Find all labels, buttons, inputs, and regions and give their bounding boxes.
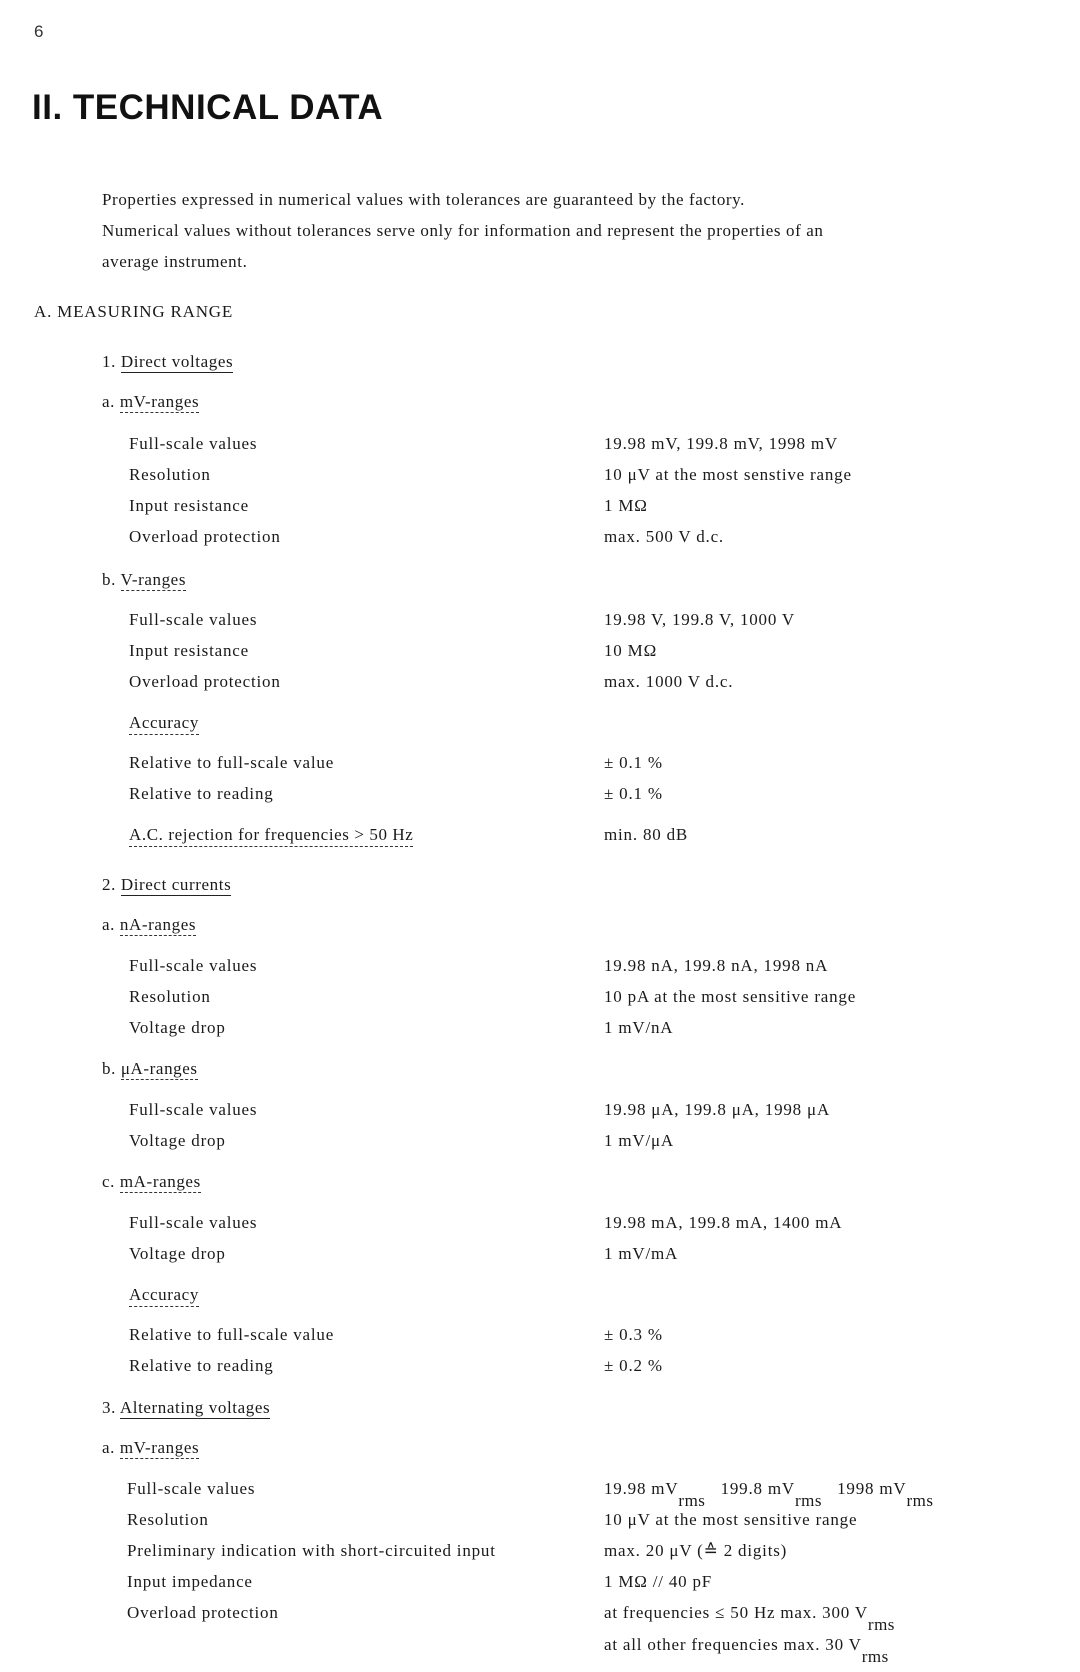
spec-value: 19.98 μA, 199.8 μA, 1998 μA (604, 1100, 831, 1119)
spec-value: 19.98 nA, 199.8 nA, 1998 nA (604, 956, 829, 975)
value-part: at frequencies ≤ 50 Hz max. 300 V (604, 1603, 868, 1622)
spec-value: max. 1000 V d.c. (604, 672, 734, 691)
range-letter: b. (102, 570, 116, 589)
spec-value: 19.98 mA, 199.8 mA, 1400 mA (604, 1213, 843, 1232)
ac-rejection-value: min. 80 dB (604, 825, 689, 844)
spec-value: 10 μV at the most senstive range (604, 465, 852, 484)
value-part: at all other frequencies max. 30 V (604, 1635, 862, 1654)
spec-value: 10 μV at the most sensitive range (604, 1510, 858, 1529)
spec-value: 1 mV/nA (604, 1018, 674, 1037)
intro-line: Numerical values without tolerances serve only for information and represent the properties of an (102, 221, 824, 240)
intro-paragraph (102, 184, 1022, 277)
range-heading-ua (102, 1059, 198, 1079)
value-part: 19.98 mV (604, 1479, 679, 1498)
range-title: μA-ranges (120, 1059, 198, 1078)
subsection-number: 1. (102, 352, 116, 371)
ac-rejection-label: A.C. rejection for frequencies > 50 Hz (129, 825, 413, 847)
spec-value: 1 mV/μA (604, 1131, 674, 1150)
spec-value: 19.98 mV, 199.8 mV, 1998 mV (604, 434, 838, 453)
spec-label: Input impedance (127, 1572, 253, 1591)
spec-value: max. 500 V d.c. (604, 527, 724, 546)
intro-line: average instrument. (102, 252, 248, 271)
rms-subscript: rms (678, 1491, 706, 1510)
spec-label: Relative to reading (129, 784, 274, 803)
spec-value: ± 0.2 % (604, 1356, 663, 1375)
spec-label: Full-scale values (129, 610, 258, 629)
spec-value: 19.98 V, 199.8 V, 1000 V (604, 610, 795, 629)
value-part: 1998 mV (837, 1479, 907, 1498)
spec-label: Overload protection (129, 527, 281, 546)
page-number: 6 (34, 22, 44, 41)
subsection-number: 2. (102, 875, 116, 894)
spec-label: Preliminary indication with short-circuited input (127, 1541, 496, 1560)
rms-subscript: rms (867, 1615, 895, 1634)
spec-label: Overload protection (127, 1603, 279, 1622)
rms-subscript: rms (906, 1491, 934, 1510)
spec-value: ± 0.1 % (604, 784, 663, 803)
spec-value: 10 pA at the most sensitive range (604, 987, 857, 1006)
range-letter: a. (102, 392, 115, 411)
spec-label: Relative to full-scale value (129, 1325, 335, 1344)
spec-label: Full-scale values (129, 434, 258, 453)
spec-value: max. 20 μV (≙ 2 digits) (604, 1541, 788, 1560)
spec-label: Input resistance (129, 496, 249, 515)
intro-line: Properties expressed in numerical values with tolerances are guaranteed by the factory. (102, 190, 746, 209)
spec-value: 1 MΩ (604, 496, 648, 515)
range-letter: a. (102, 915, 115, 934)
range-letter: c. (102, 1172, 115, 1191)
subsection-title: Alternating voltages (119, 1398, 271, 1417)
range-title: V-ranges (120, 570, 187, 589)
subsection-title: Direct voltages (120, 352, 234, 371)
spec-label: Full-scale values (127, 1479, 256, 1498)
range-letter: b. (102, 1059, 116, 1078)
rms-subscript: rms (794, 1491, 822, 1510)
range-heading-na (102, 915, 196, 935)
section-heading-measuring-range: A. MEASURING RANGE (34, 302, 234, 321)
spec-label: Voltage drop (129, 1244, 226, 1263)
spec-label: Voltage drop (129, 1018, 226, 1037)
spec-value-overload-2 (604, 1635, 889, 1667)
range-title: mA-ranges (119, 1172, 201, 1191)
spec-label: Overload protection (129, 672, 281, 691)
range-title: nA-ranges (119, 915, 197, 934)
spec-label: Voltage drop (129, 1131, 226, 1150)
accuracy-heading: Accuracy (129, 1285, 199, 1307)
subsection-alternating-voltages (102, 1398, 270, 1418)
spec-label: Full-scale values (129, 1100, 258, 1119)
subsection-number: 3. (102, 1398, 116, 1417)
spec-value: 1 mV/mA (604, 1244, 679, 1263)
range-title: mV-ranges (119, 392, 200, 411)
spec-label: Resolution (129, 465, 211, 484)
page-title: II. TECHNICAL DATA (32, 88, 384, 127)
subsection-direct-currents (102, 875, 231, 895)
subsection-title: Direct currents (120, 875, 232, 894)
range-letter: a. (102, 1438, 115, 1457)
spec-value: ± 0.1 % (604, 753, 663, 772)
rms-subscript: rms (861, 1647, 889, 1666)
spec-label: Full-scale values (129, 956, 258, 975)
spec-value: 10 MΩ (604, 641, 657, 660)
spec-label: Relative to reading (129, 1356, 274, 1375)
spec-label: Full-scale values (129, 1213, 258, 1232)
subsection-direct-voltages (102, 352, 233, 372)
spec-value-overload-1 (604, 1603, 895, 1635)
spec-value-ac-fullscale (604, 1479, 933, 1511)
range-heading-v (102, 570, 186, 590)
spec-label: Input resistance (129, 641, 249, 660)
range-heading-mv (102, 392, 199, 412)
spec-label: Resolution (127, 1510, 209, 1529)
range-heading-ma (102, 1172, 201, 1192)
spec-value: ± 0.3 % (604, 1325, 663, 1344)
range-title: mV-ranges (119, 1438, 200, 1457)
range-heading-ac-mv (102, 1438, 199, 1458)
accuracy-heading: Accuracy (129, 713, 199, 735)
spec-label: Resolution (129, 987, 211, 1006)
spec-value: 1 MΩ // 40 pF (604, 1572, 713, 1591)
value-part: 199.8 mV (720, 1479, 795, 1498)
spec-label: Relative to full-scale value (129, 753, 335, 772)
